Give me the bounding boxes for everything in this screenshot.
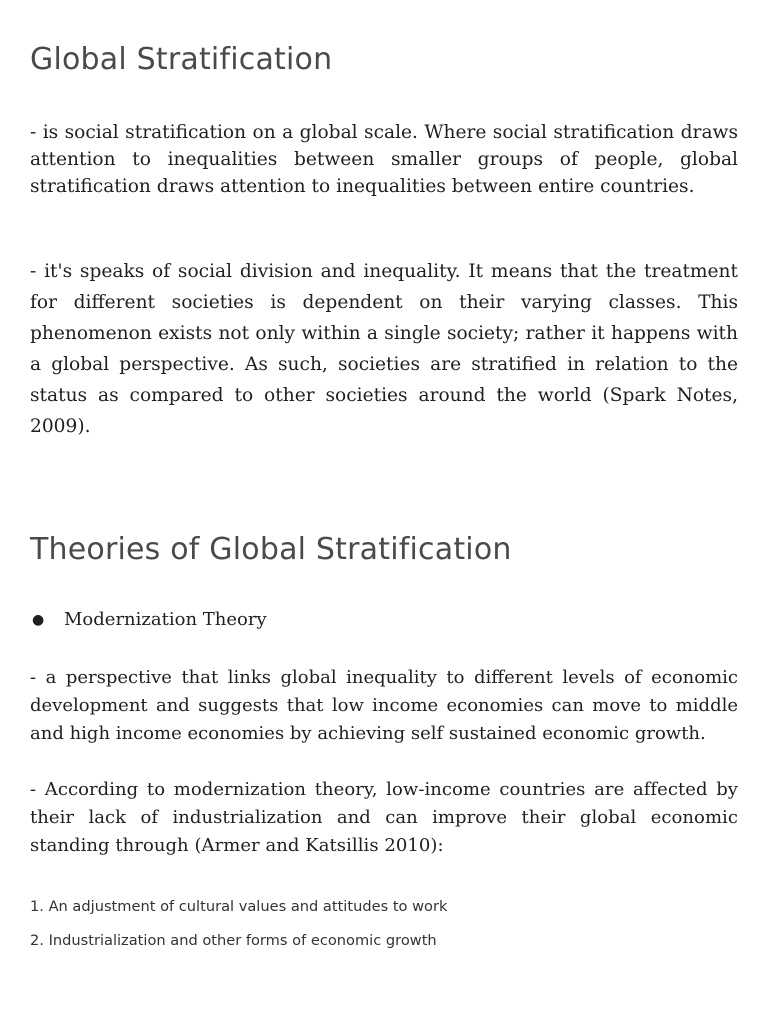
- bullet-item: [30, 609, 738, 630]
- numbered-list-item: 2. Industrialization and other forms of economic growth: [30, 932, 437, 949]
- page-title: Global Stratification: [30, 42, 333, 77]
- definition-paragraph: - is social stratification on a global scale. Where social stratification draws attention to inequalities between smaller groups of people, global stratification draws attention to inequalities between entire countries.: [30, 122, 738, 197]
- theory-definition-paragraph: - a perspective that links global inequality to different levels of economic development and suggests that low income economies can move to middle and high income economies by achieving self sustained economic growth.: [30, 667, 738, 744]
- numbered-list-item: 1. An adjustment of cultural values and attitudes to work: [30, 898, 448, 915]
- explanation-paragraph: - it's speaks of social division and inequality. It means that the treatment for different societies is dependent on their varying classes. This phenomenon exists not only within a single society; rather it happens with a global perspective. As such, societies are stratified in relation to the status as compared to other societies around the world (Spark Notes, 2009).: [30, 261, 738, 437]
- theory-detail-paragraph: - According to modernization theory, low-income countries are affected by their lack of industrialization and can improve their global economic standing through (Armer and Katsillis 2010):: [30, 779, 738, 856]
- bullet-dot-icon: ●: [32, 611, 45, 628]
- bullet-label: Modernization Theory: [64, 609, 267, 630]
- section-heading: Theories of Global Stratification: [30, 532, 512, 567]
